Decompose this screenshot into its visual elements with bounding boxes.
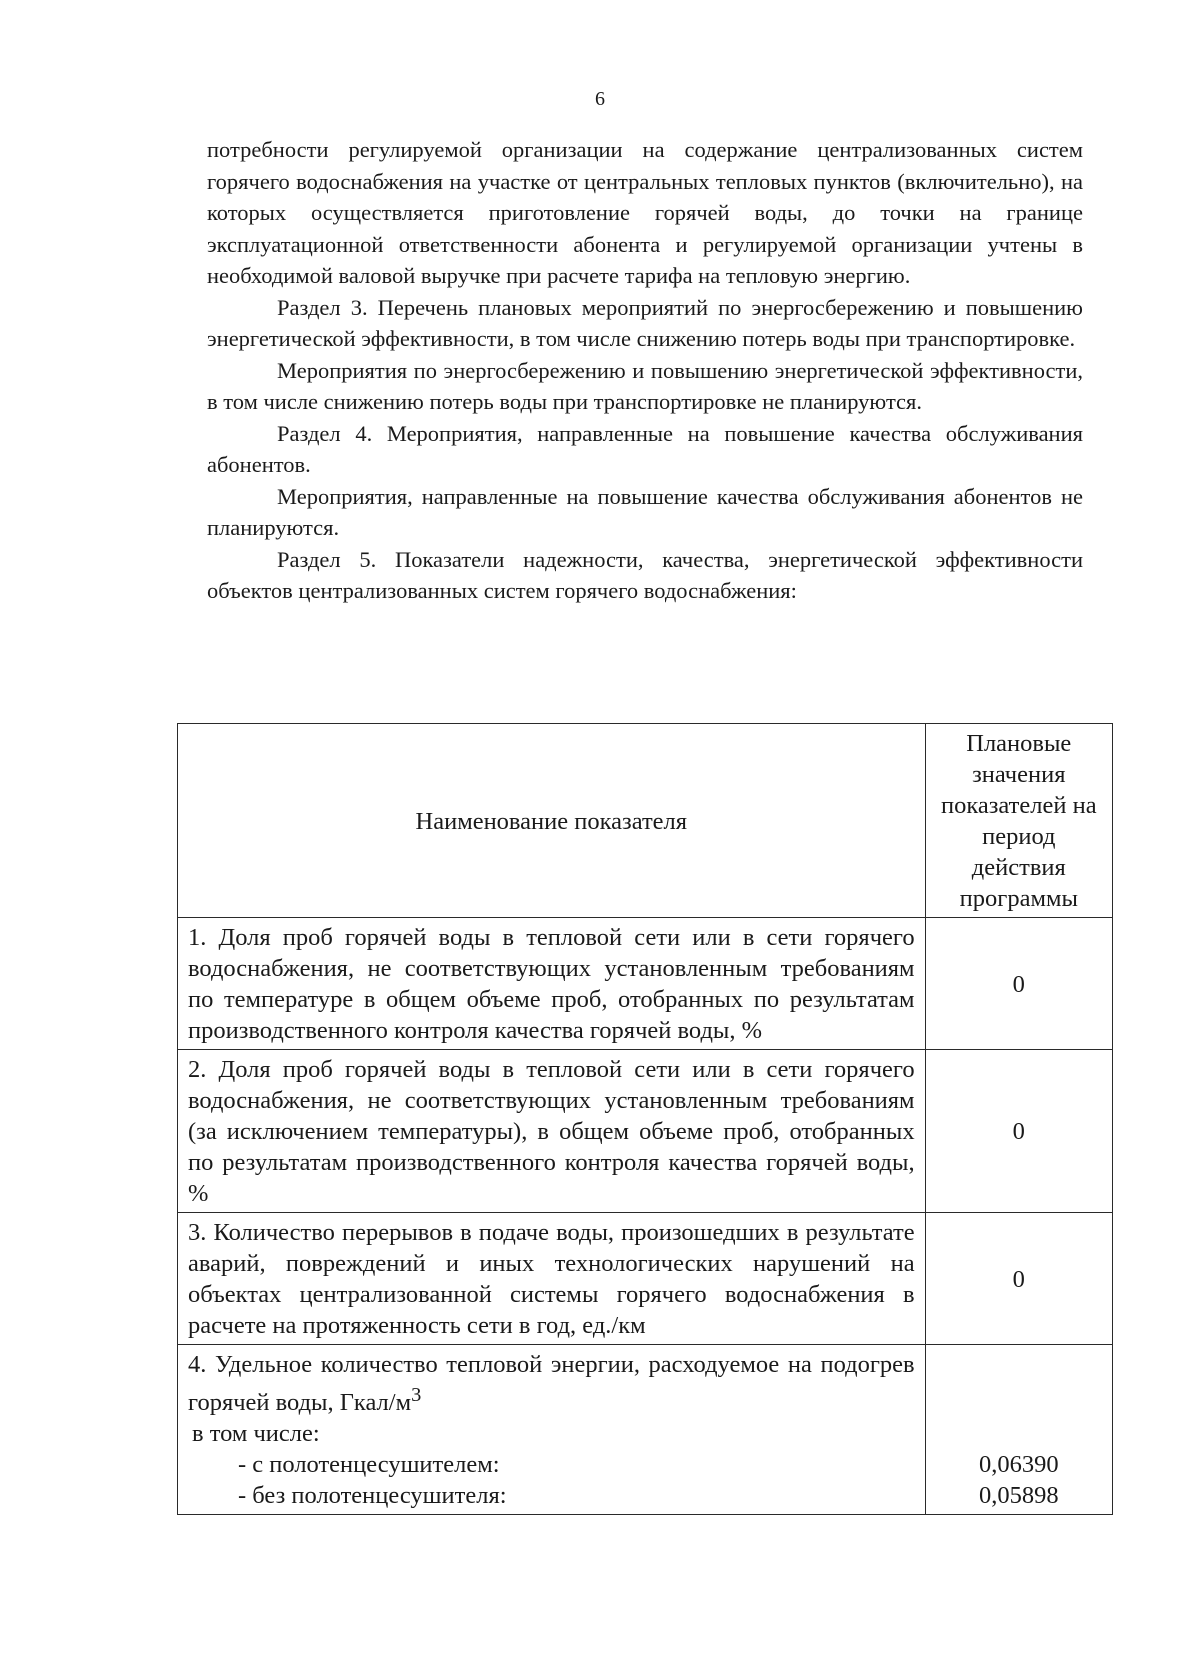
indicator-value-1: 0: [925, 918, 1112, 1050]
paragraph-section-4-body: Мероприятия, направленные на повышение качества обслуживания абонентов не планируются.: [207, 483, 1083, 540]
indicator-4-value-with-dryer: 0,06390: [978, 1451, 1059, 1479]
table-row: [178, 918, 1113, 1050]
indicators-table: [177, 723, 1113, 1515]
table-header-row: [178, 724, 1113, 918]
indicator-4-value-without-dryer: 0,05898: [978, 1482, 1059, 1510]
paragraph-intro: потребности регулируемой организации на содержание централизованных систем горячего водоснабжения на участке от центральных тепловых пунктов (включительно), на которых осуществляется приготовление горячей воды, до точки на границе эксплуатационной ответственности абонента и регулируемой организации учтены в необходимой валовой выручке при расчете тарифа на тепловую энергию.: [207, 137, 1083, 288]
indicator-value-3: 0: [925, 1213, 1112, 1345]
indicator-name-1: 1. Доля проб горячей воды в тепловой сети или в сети горячего водоснабжения, не соответствующих установленным требованиям по температуре в общем объеме проб, отобранных по результатам производственного контроля качества горячей воды, %: [178, 918, 926, 1050]
indicator-4-sub-without-dryer: - без полотенцесушителя:: [238, 1482, 507, 1510]
table-row: [178, 1345, 1113, 1515]
paragraph-section-3-body: Мероприятия по энергосбережению и повышению энергетической эффективности, в том числе снижению потерь воды при транспортировке не планируются.: [207, 357, 1083, 414]
indicator-value-2: 0: [925, 1050, 1112, 1213]
indicator-value-4: [925, 1345, 1112, 1515]
indicator-name-4: [178, 1345, 926, 1515]
table-row: [178, 1050, 1113, 1213]
indicator-name-4-main: 4. Удельное количество тепловой энергии, расходуемое на подогрев горячей воды, Гкал/м: [188, 1351, 915, 1417]
indicator-4-intro: в том числе:: [192, 1420, 320, 1448]
table-row: [178, 1213, 1113, 1345]
indicator-name-2: 2. Доля проб горячей воды в тепловой сети или в сети горячего водоснабжения, не соответствующих установленным требованиям (за исключением температуры), в общем объеме проб, отобранных по результатам производственного контроля качества горячей воды, %: [178, 1050, 926, 1213]
header-value-cell: Плановые значения показателей на период действия программы: [925, 724, 1112, 918]
header-name-cell: Наименование показателя: [178, 724, 926, 918]
paragraph-section-4-title: Раздел 4. Мероприятия, направленные на повышение качества обслуживания абонентов.: [207, 420, 1083, 477]
indicator-4-sub-with-dryer: - с полотенцесушителем:: [238, 1451, 500, 1479]
paragraph-section-5-title: Раздел 5. Показатели надежности, качества, энергетической эффективности объектов централизованных систем горячего водоснабжения:: [207, 546, 1083, 603]
page-number: 6: [595, 88, 605, 110]
paragraph-section-3-title: Раздел 3. Перечень плановых мероприятий по энергосбережению и повышению энергетической эффективности, в том числе снижению потерь воды при транспортировке.: [207, 294, 1083, 351]
indicator-name-4-sup: 3: [411, 1384, 422, 1406]
document-body: [207, 134, 1083, 607]
indicator-name-3: 3. Количество перерывов в подаче воды, произошедших в результате аварий, повреждений и иных технологических нарушений на объектах централизованной системы горячего водоснабжения в расчете на протяженность сети в год, ед./км: [178, 1213, 926, 1345]
